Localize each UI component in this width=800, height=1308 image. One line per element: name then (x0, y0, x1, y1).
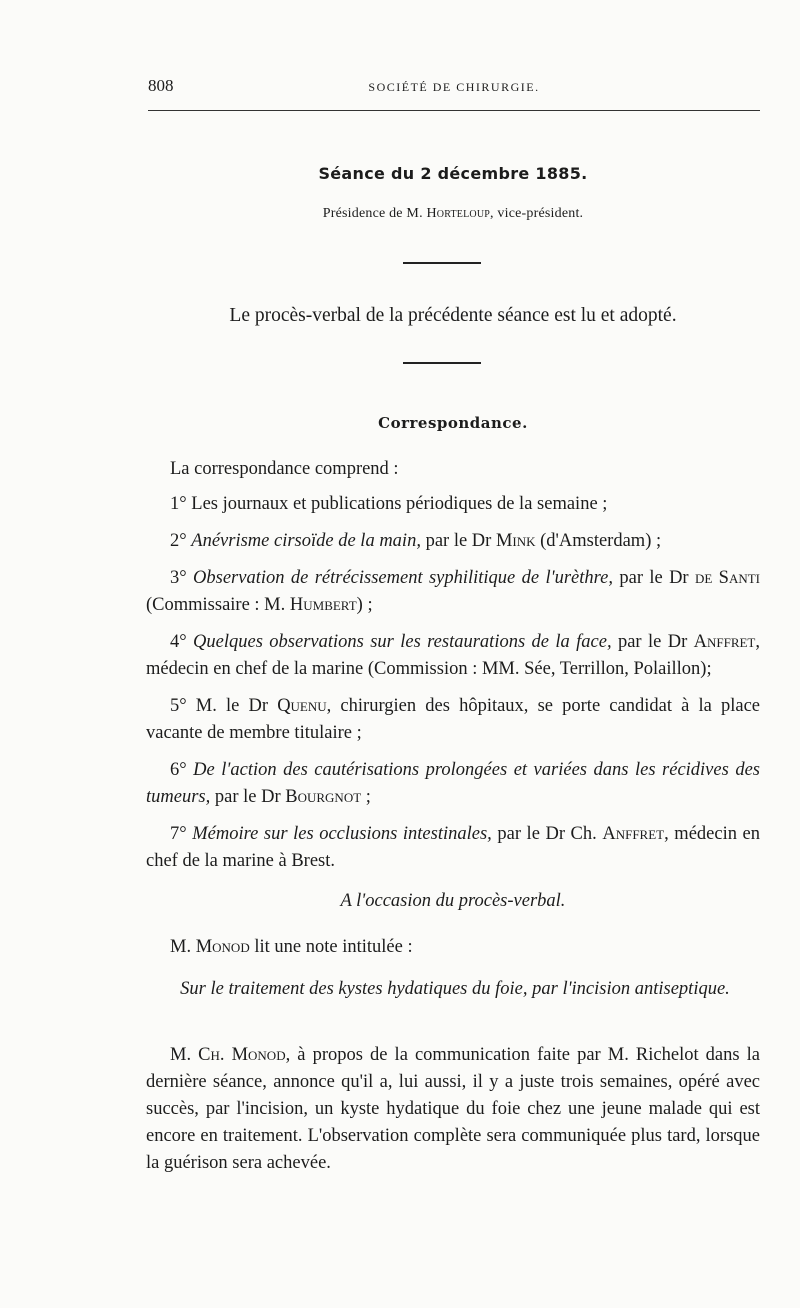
item-number: 4° (170, 632, 194, 652)
author-name: Ch. Monod (198, 1045, 286, 1065)
note-title (160, 976, 750, 1003)
list-item (146, 757, 760, 811)
item-rest: ; (361, 787, 371, 807)
item-rest: , médecin en chef de la marine à Brest. (146, 824, 760, 871)
presidence-line (146, 200, 760, 227)
commissaire-name: Humbert (289, 595, 357, 615)
author-name: Monod (195, 937, 250, 957)
item-title: Mémoire sur les occlusions intestinales, (192, 824, 492, 844)
section-rule-1 (403, 262, 481, 264)
running-title: SOCIÉTÉ DE CHIRURGIE. (368, 80, 540, 94)
item-rest: ) ; (356, 595, 373, 615)
correspondance-heading: Correspondance. (378, 414, 528, 432)
monod-note-line (146, 934, 760, 961)
list-item (146, 565, 760, 619)
president-name: Horteloup (426, 206, 491, 221)
item-title: Observation de rétrécissement syphilitique de l'urèthre, (193, 568, 613, 588)
item-title: De l'action des cautérisations prolongées et variées dans les récidives des tumeurs, (146, 760, 760, 807)
item-number: 7° (170, 824, 193, 844)
item-text: Les journaux et publications périodiques de la semaine ; (191, 494, 608, 514)
item-mid: (Commissaire : M. (146, 595, 290, 615)
list-item (146, 693, 760, 747)
item-number: 6° (170, 760, 194, 780)
item-number: 3° (170, 568, 194, 588)
occasion-heading-text: A l'occasion du procès-verbal. (340, 891, 566, 911)
list-item (146, 528, 760, 555)
item-by: par le Dr (420, 531, 496, 551)
page-number: 808 (148, 76, 174, 95)
item-title: Quelques observations sur les restaurations de la face, (193, 632, 612, 652)
item-number: 1° (170, 494, 192, 514)
item-by: par le Dr (612, 568, 695, 588)
section-rule-2 (403, 362, 481, 364)
presidence-suffix: , vice-président. (490, 206, 584, 221)
item-by: par le Dr Ch. (491, 824, 603, 844)
header-rule (148, 110, 760, 111)
list-item (146, 821, 760, 875)
correspondance-intro: La correspondance comprend : (170, 459, 399, 479)
item-number: 5° (170, 696, 196, 716)
running-head (148, 74, 760, 100)
note-rest: lit une note intitulée : (249, 937, 413, 957)
note-pre: M. (170, 937, 196, 957)
note-title-text: Sur le traitement des kystes hydatiques du foie, par l'incision antiseptique. (180, 979, 730, 999)
correspondance-list (146, 491, 760, 885)
author-name: de Santi (694, 568, 761, 588)
item-title: Anévrisme cirsoïde de la main, (191, 531, 421, 551)
author-name: Bourgnot (285, 787, 362, 807)
item-number: 2° (170, 531, 192, 551)
item-by: par le Dr (210, 787, 286, 807)
monod-paragraph (146, 1042, 760, 1177)
author-name: Anffret (602, 824, 665, 844)
seance-title: Séance du 2 décembre 1885. (318, 164, 588, 183)
item-by: par le Dr (611, 632, 694, 652)
list-item (146, 629, 760, 683)
occasion-heading (146, 888, 760, 915)
item-rest: , chirurgien des hôpitaux, se porte candidat à la place vacante de membre titulaire ; (146, 696, 760, 743)
para-pre: M. (170, 1045, 199, 1065)
proces-verbal-line: Le procès-verbal de la précédente séance est lu et adopté. (229, 305, 677, 326)
author-name: Quenu (277, 696, 327, 716)
item-rest: (d'Amsterdam) ; (535, 531, 662, 551)
para-rest: , à propos de la communication faite par M. Richelot dans la dernière séance, annonce qu'il a, lui aussi, il y a juste trois semaines, opéré avec succès, par l'incision, un kyste hydatique du foie chez une jeune malade qui est encore en traitement. L'observation complète sera communiquée plus tard, lorsque la guérison sera achevée. (146, 1045, 761, 1173)
item-rest: , médecin en chef de la marine (Commission : MM. Sée, Terrillon, Polaillon); (146, 632, 760, 679)
list-item (146, 491, 760, 518)
presidence-prefix: Présidence de M. (322, 206, 427, 221)
author-name: Mink (495, 531, 536, 551)
item-pre: M. le Dr (195, 696, 278, 716)
author-name: Anffret (693, 632, 756, 652)
